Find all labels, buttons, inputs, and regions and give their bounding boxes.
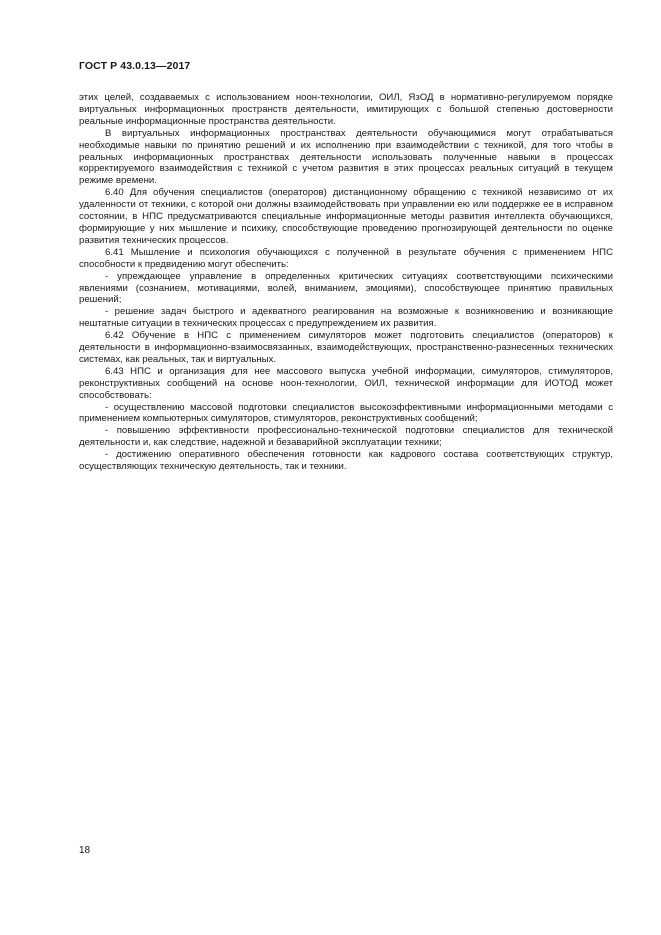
- paragraph-6-43: 6.43 НПС и организация для нее массового выпуска учебной информации, симуляторов, стимуляторов, реконструктивных сообщений на основе ноон-технологии, ОИЛ, технической информации для ИОТОД может способствовать:: [79, 365, 613, 401]
- list-item: - осуществлению массовой подготовки специалистов высокоэффективными информационными методами с применением компьютерных симуляторов, стимуляторов, реконструктивных сообщений;: [79, 401, 613, 425]
- paragraph: этих целей, создаваемых с использованием ноон-технологии, ОИЛ, ЯзОД в нормативно-регулируемом порядке виртуальных информационных пространств деятельности, имитирующих с большой степенью достоверности реальные информационные пространства деятельности.: [79, 92, 613, 127]
- paragraph-6-42: 6.42 Обучение в НПС с применением симуляторов может подготовить специалистов (операторов) к деятельности в информационно-взаимосвязанных, взаимодействующих, пространственно-разнесенных технических системах, как реальных, так и виртуальных.: [79, 330, 613, 365]
- list-item: - достижению оперативного обеспечения готовности как кадрового состава соответствующих структур, осуществляющих техническую деятельность, так и техники.: [79, 449, 613, 473]
- document-header: ГОСТ Р 43.0.13—2017: [79, 60, 191, 72]
- list-item: - решение задач быстрого и адекватного реагирования на возможные к возникновению и возникающие нештатные ситуации в технических процессах с предупреждением их развития.: [79, 306, 613, 330]
- list-item: - повышению эффективности профессионально-технической подготовки специалистов для технической деятельности и, как следствие, надежной и безаварийной эксплуатации техники;: [79, 425, 613, 449]
- paragraph-6-40: 6.40 Для обучения специалистов (операторов) дистанционному обращению с техникой независимо от их удаленности от техники, с которой они должны взаимодействовать при управлении ею или поддержке ее в исправном состоянии, в НПС предусматриваются специальные информационные методы развития интеллекта обучающихся, формирующие у них мышление и психику, способствующие проведению прогнозирующей деятельности по оценке развития технических процессов.: [79, 187, 613, 246]
- document-body: [79, 92, 613, 473]
- paragraph-6-41: 6.41 Мышление и психология обучающихся с полученной в результате обучения с применением НПС способности к предвидению могут обеспечить:: [79, 246, 613, 270]
- list-item: - упреждающее управление в определенных критических ситуациях соответствующими психическими явлениями (сознанием, мотивациями, волей, вниманием, эмоциями), способствующее принятию правильных решений;: [79, 270, 613, 306]
- paragraph: В виртуальных информационных пространствах деятельности обучающимися могут отрабатываться необходимые навыки по принятию решений и их исполнению при взаимодействии с техникой, для того чтобы в реальных информационных пространствах деятельности использовать полученные навыки в процессах корректируемого взаимодействия с техникой с учетом развития в этих процессах реальных ситуаций в текущем режиме времени.: [79, 127, 613, 187]
- page-number: 18: [79, 845, 91, 856]
